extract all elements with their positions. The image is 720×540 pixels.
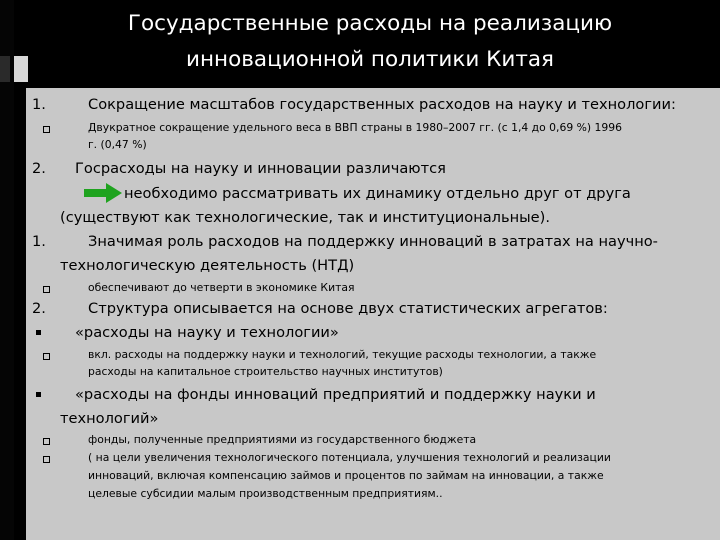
aggregate-1-title: «расходы на науку и технологии» xyxy=(75,324,339,341)
item-1-number: 1. xyxy=(32,96,46,113)
slide-title xyxy=(40,6,700,78)
title-line-2: инновационной политики Китая xyxy=(185,47,554,72)
sub-bullet-icon xyxy=(43,353,50,360)
aggregate-1-desc-line-1: вкл. расходы на поддержку науки и технологий, текущие расходы технологии, а также xyxy=(88,348,597,361)
item-4-text: Структура описывается на основе двух статистических агрегатов: xyxy=(88,300,608,317)
item-1-sub-line-1: Двукратное сокращение удельного веса в ВВП страны в 1980–2007 гг. (с 1,4 до 0,69 %) 1996 xyxy=(88,121,623,134)
aggregate-2-desc-2-line-2: инноваций, включая компенсацию займов и процентов по займам на инновации, а также xyxy=(88,469,604,482)
sub-bullet-icon xyxy=(43,286,50,293)
aggregate-2-desc-1: фонды, полученные предприятиями из государственного бюджета xyxy=(88,433,477,446)
item-1-sub-line-2: г. (0,47 %) xyxy=(88,138,147,151)
square-bullet-icon xyxy=(36,392,41,397)
item-2-text-line-1: Госрасходы на науку и инновации различаются xyxy=(75,160,446,177)
sub-bullet-icon xyxy=(43,438,50,445)
decor-block-dark xyxy=(0,56,10,82)
aggregate-2-title-line-1: «расходы на фонды инноваций предприятий и поддержку науки и xyxy=(75,386,596,403)
item-3-number: 1. xyxy=(32,233,46,250)
item-2-text-line-2: необходимо рассматривать их динамику отдельно друг от друга xyxy=(124,185,631,202)
item-3-text-line-2: технологическую деятельность (НТД) xyxy=(60,257,355,274)
aggregate-2-title-line-2: технологий» xyxy=(60,410,159,427)
item-4-number: 2. xyxy=(32,300,46,317)
square-bullet-icon xyxy=(36,330,41,335)
aggregate-1-desc-line-2: расходы на капитальное строительство научных институтов) xyxy=(88,365,443,378)
sub-bullet-icon xyxy=(43,456,50,463)
item-3-sub-text: обеспечивают до четверти в экономике Китая xyxy=(88,281,355,294)
title-line-1: Государственные расходы на реализацию xyxy=(127,11,613,36)
item-2-number: 2. xyxy=(32,160,46,177)
sub-bullet-icon xyxy=(43,126,50,133)
aggregate-2-desc-2-line-3: целевые субсидии малым производственным предприятиям.. xyxy=(88,487,443,500)
item-2-text-line-3: (существуют как технологические, так и институциональные). xyxy=(60,209,550,226)
decor-block-light xyxy=(14,56,28,82)
item-1-text: Сокращение масштабов государственных расходов на науку и технологии: xyxy=(88,96,676,113)
green-arrow-icon xyxy=(84,183,122,207)
item-3-text-line-1: Значимая роль расходов на поддержку инноваций в затратах на научно- xyxy=(88,233,658,250)
aggregate-2-desc-2-line-1: ( на цели увеличения технологического потенциала, улучшения технологий и реализации xyxy=(88,451,611,464)
